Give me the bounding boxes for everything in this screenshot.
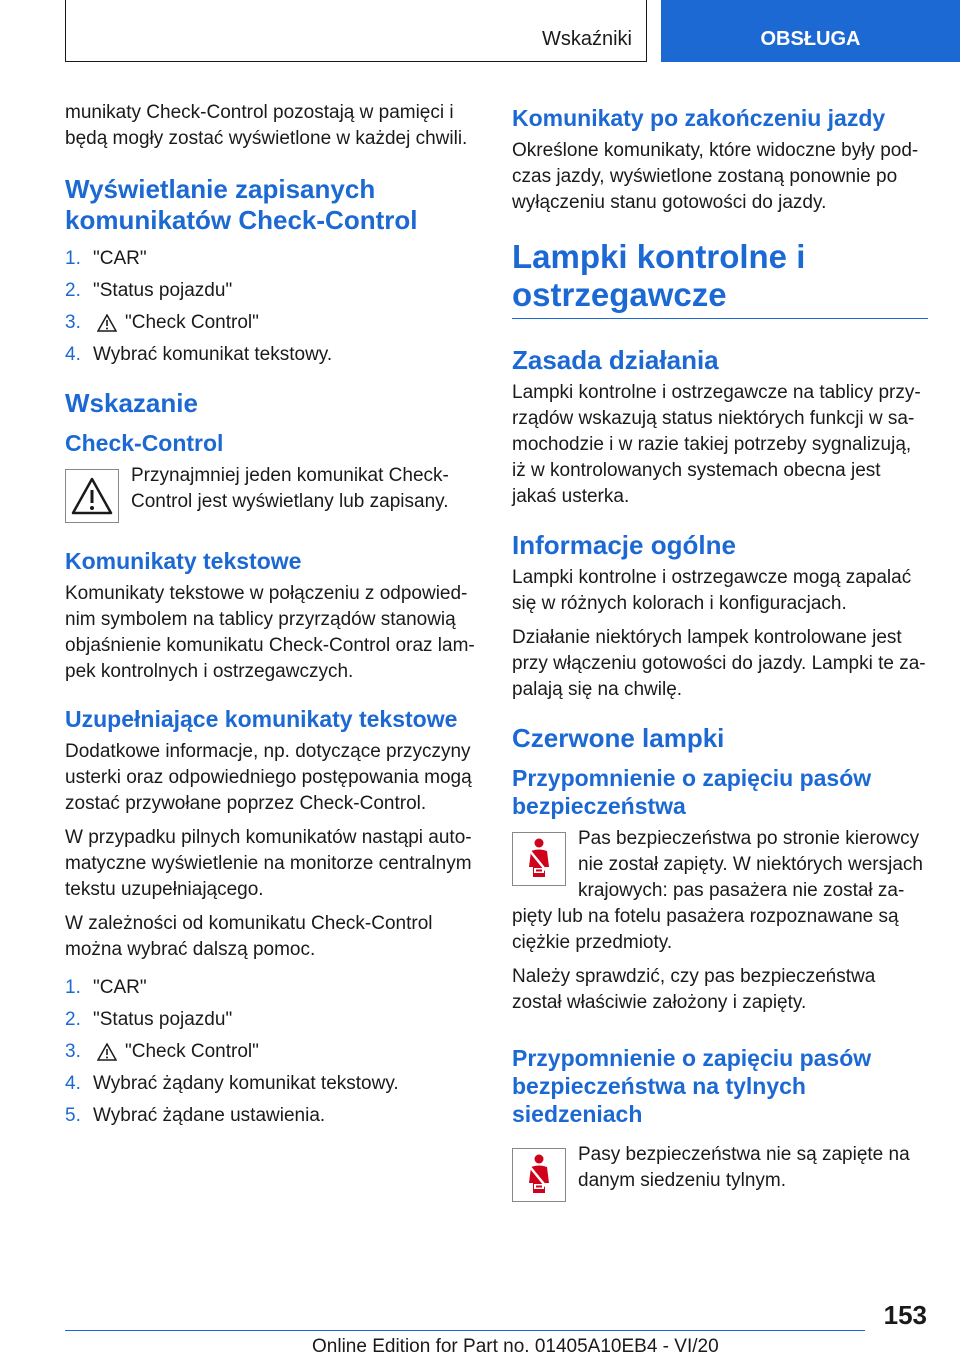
supp-text-3: W zależności od komunikatu Check-Control można wybrać dalszą pomoc. bbox=[65, 913, 433, 960]
heading-check-control: Check-Control bbox=[65, 430, 224, 456]
supp-text-1: Dodatkowe informacje, np. dotyczące przyczyny usterki oraz odpowiedniego postępowania mogą zostać przywołane poprzez Check-Control. bbox=[65, 741, 472, 814]
chapter-tab[interactable]: OBSŁUGA bbox=[661, 0, 960, 62]
page-number: 153 bbox=[883, 1300, 927, 1330]
heading-supplementary: Uzupełniające komunikaty tekstowe bbox=[65, 706, 458, 732]
seatbelt-icon-box bbox=[512, 1148, 566, 1202]
belt-text-1: Pas bezpieczeństwa po stronie kierowcy nie został zapięty. W niektórych wersjach krajowych: pas pasażera nie został za-pięty lub na fotelu pasażera rozpoznawane są ciężkie przedmioty. bbox=[512, 828, 923, 953]
list-item: 5. Wybrać żądane ustawienia. bbox=[65, 1105, 326, 1126]
steps-list-2 bbox=[65, 975, 477, 1129]
seatbelt-icon-box bbox=[512, 832, 566, 886]
belt-reminder-block bbox=[512, 826, 928, 964]
right-column bbox=[512, 100, 928, 1206]
check-control-text: Przynajmniej jeden komunikat Check-Control jest wyświetlany lub zapisany. bbox=[131, 465, 449, 512]
rear-belt-block bbox=[512, 1142, 928, 1206]
heading-rear-belt: Przypomnienie o zapięciu pasów bezpieczeństwa na tylnych siedzeniach bbox=[512, 1045, 872, 1127]
warning-triangle-icon bbox=[70, 476, 114, 516]
heading-red-lamps: Czerwone lampki bbox=[512, 723, 725, 753]
footer-edition: Online Edition for Part no. 01405A10EB4 - VI/20 bbox=[312, 1336, 719, 1357]
general-text-1: Lampki kontrolne i ostrzegawcze mogą zapalać się w różnych kolorach i konfiguracjach. bbox=[512, 567, 912, 614]
footer-divider bbox=[65, 1330, 865, 1331]
heading-display: Wskazanie bbox=[65, 388, 198, 418]
steps-list-1 bbox=[65, 246, 477, 368]
list-item: 2. "Status pojazdu" bbox=[65, 1009, 233, 1030]
check-control-row bbox=[65, 463, 477, 523]
heading-after-drive: Komunikaty po zakończeniu jazdy bbox=[512, 105, 886, 131]
list-item: 4. Wybrać komunikat tekstowy. bbox=[65, 344, 333, 365]
heading-lamps: Lampki kontrolne i ostrzegawcze bbox=[512, 238, 928, 319]
list-item: 1. "CAR" bbox=[65, 977, 147, 998]
warning-icon-box bbox=[65, 469, 119, 523]
seatbelt-icon bbox=[519, 1153, 559, 1197]
text-messages-body: Komunikaty tekstowe w połączeniu z odpowied-nim symbolem na tablicy przyrządów stanowią objaśnienie komunikatu Check-Control oraz lam-pek kontrolnych i ostrzegawczych. bbox=[65, 583, 475, 682]
general-text-2: Działanie niektórych lampek kontrolowane jest przy włączeniu gotowości do jazdy. Lampki te za-palają się na chwilę. bbox=[512, 627, 926, 700]
list-item: 4. Wybrać żądany komunikat tekstowy. bbox=[65, 1073, 399, 1094]
heading-saved-messages: Wyświetlanie zapisanych komunikatów Check-Control bbox=[65, 174, 418, 235]
belt-text-2: Należy sprawdzić, czy pas bezpieczeństwa został właściwie założony i zapięty. bbox=[512, 966, 876, 1013]
heading-text-messages: Komunikaty tekstowe bbox=[65, 548, 302, 574]
rear-belt-text: Pasy bezpieczeństwa nie są zapięte na danym siedzeniu tylnym. bbox=[578, 1144, 910, 1191]
list-item: 3. "Check Control" bbox=[65, 312, 259, 333]
after-drive-text: Określone komunikaty, które widoczne były pod-czas jazdy, wyświetlone zostaną ponownie po wyłączeniu stanu gotowości do jazdy. bbox=[512, 140, 919, 213]
list-item: 2. "Status pojazdu" bbox=[65, 280, 233, 301]
seatbelt-icon bbox=[519, 837, 559, 881]
supp-text-2: W przypadku pilnych komunikatów nastąpi auto-matyczne wyświetlenie na monitorze centralnym tekstu uzupełniającego. bbox=[65, 827, 472, 900]
left-column bbox=[65, 100, 477, 1137]
list-item: 1. "CAR" bbox=[65, 248, 147, 269]
header-box bbox=[65, 0, 647, 62]
warning-triangle-icon bbox=[97, 314, 117, 332]
heading-principle: Zasada działania bbox=[512, 345, 719, 375]
section-title: Wskaźniki bbox=[541, 28, 632, 50]
heading-general: Informacje ogólne bbox=[512, 530, 736, 560]
intro-text: munikaty Check-Control pozostają w pamięci i będą mogły zostać wyświetlone w każdej chwili. bbox=[65, 102, 468, 149]
heading-belt-reminder: Przypomnienie o zapięciu pasów bezpieczeństwa bbox=[512, 765, 872, 819]
warning-triangle-icon bbox=[97, 1043, 117, 1061]
principle-text: Lampki kontrolne i ostrzegawcze na tablicy przy-rządów wskazują status niektórych funkcji w sa-mochodzie i w razie takiej potrzeby sygnalizują, iż w kontrolowanych systemach obecna jest jakaś usterka. bbox=[512, 382, 921, 507]
list-item: 3. "Check Control" bbox=[65, 1041, 259, 1062]
